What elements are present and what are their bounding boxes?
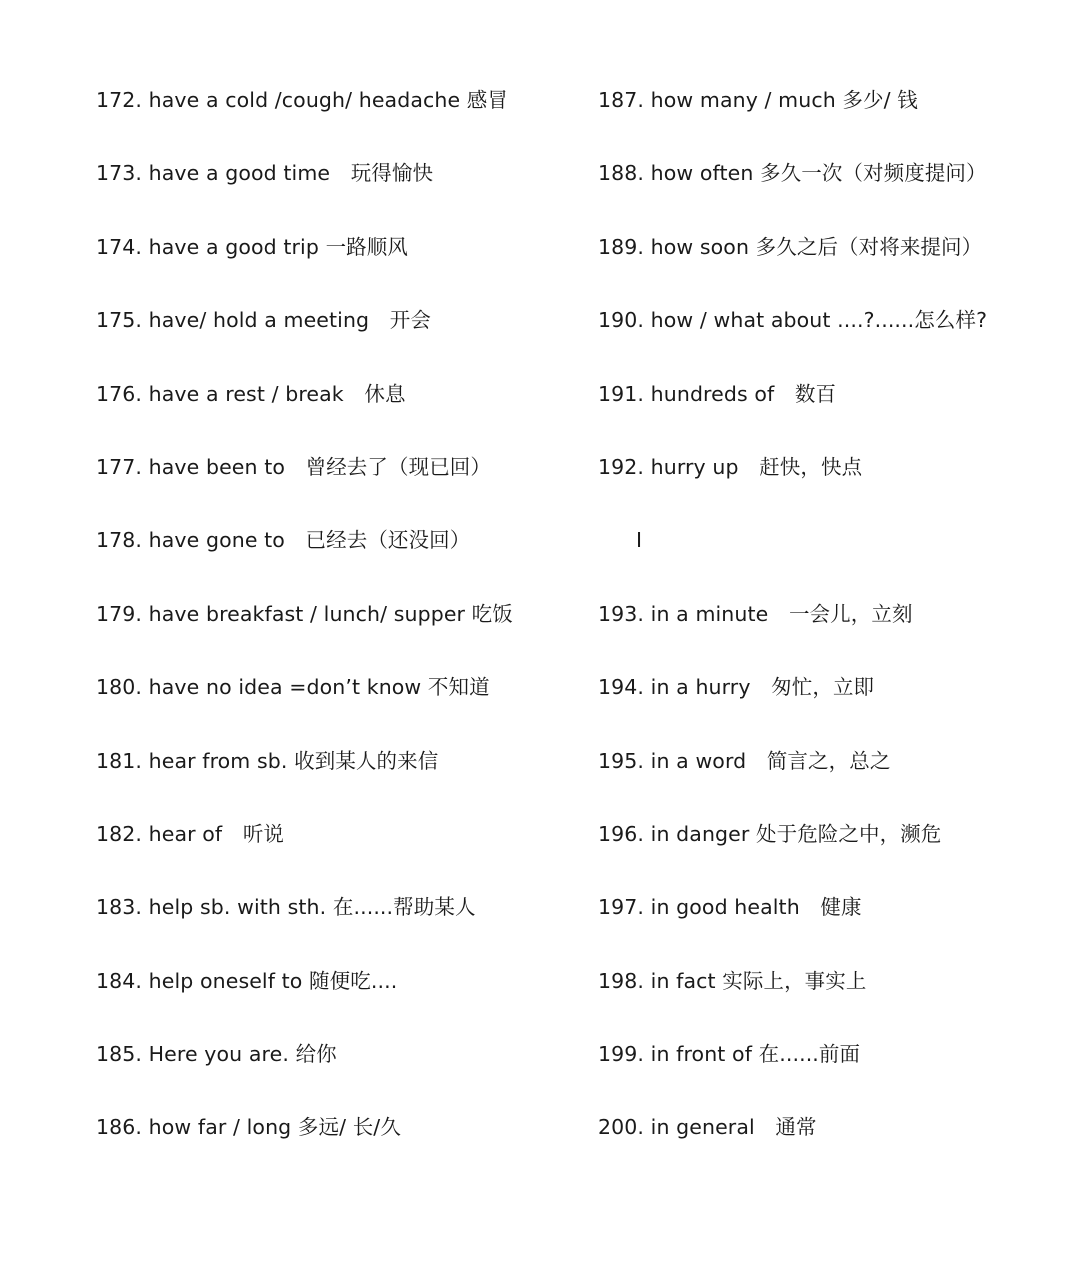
phrase-entry: 181. hear from sb. 收到某人的来信 [96, 748, 439, 773]
phrase-entry: 186. how far / long 多远/ 长/久 [96, 1115, 401, 1140]
phrase-entry: 179. have breakfast / lunch/ supper 吃饭 [96, 601, 513, 626]
phrase-entry: 193. in a minute 一会儿，立刻 [598, 601, 913, 626]
phrase-entry: 177. have been to 曾经去了（现已回） [96, 454, 492, 479]
phrase-entry: 178. have gone to 已经去（还没回） [96, 528, 471, 553]
phrase-entry: 182. hear of 听说 [96, 821, 285, 846]
phrase-entry: 196. in danger 处于危险之中，濒危 [598, 821, 942, 846]
phrase-entry: 198. in fact 实际上，事实上 [598, 968, 867, 993]
phrase-entry: 194. in a hurry 匆忙，立即 [598, 675, 875, 700]
phrase-entry: 199. in front of 在......前面 [598, 1042, 861, 1067]
phrase-entry: 174. have a good trip 一路顺风 [96, 234, 408, 259]
section-letter: I [636, 528, 643, 553]
phrase-entry: 172. have a cold /cough/ headache 感冒 [96, 88, 508, 112]
phrase-entry: 195. in a word 简言之，总之 [598, 748, 891, 773]
phrase-entry: 189. how soon 多久之后（对将来提问） [598, 234, 983, 259]
phrase-entry: 183. help sb. with sth. 在......帮助某人 [96, 895, 476, 920]
phrase-entry: 176. have a rest / break 休息 [96, 381, 406, 406]
phrase-entry: 184. help oneself to 随便吃.... [96, 968, 398, 993]
phrase-entry: 188. how often 多久一次（对频度提问） [598, 161, 987, 186]
phrase-entry: 192. hurry up 赶快，快点 [598, 454, 863, 479]
right-column [598, 80, 1068, 1181]
phrase-entry: 175. have/ hold a meeting 开会 [96, 308, 431, 333]
phrase-entry: 191. hundreds of 数百 [598, 381, 837, 406]
phrase-entry: 185. Here you are. 给你 [96, 1042, 337, 1067]
phrase-entry: 190. how / what about ....?......怎么样? [598, 308, 988, 333]
phrase-entry: 180. have no idea =don’t know 不知道 [96, 675, 490, 700]
phrase-entry: 187. how many / much 多少/ 钱 [598, 88, 918, 112]
left-column [96, 80, 566, 1181]
phrase-entry: 200. in general 通常 [598, 1115, 817, 1140]
phrase-entry: 197. in good health 健康 [598, 895, 862, 920]
phrase-entry: 173. have a good time 玩得愉快 [96, 161, 434, 186]
